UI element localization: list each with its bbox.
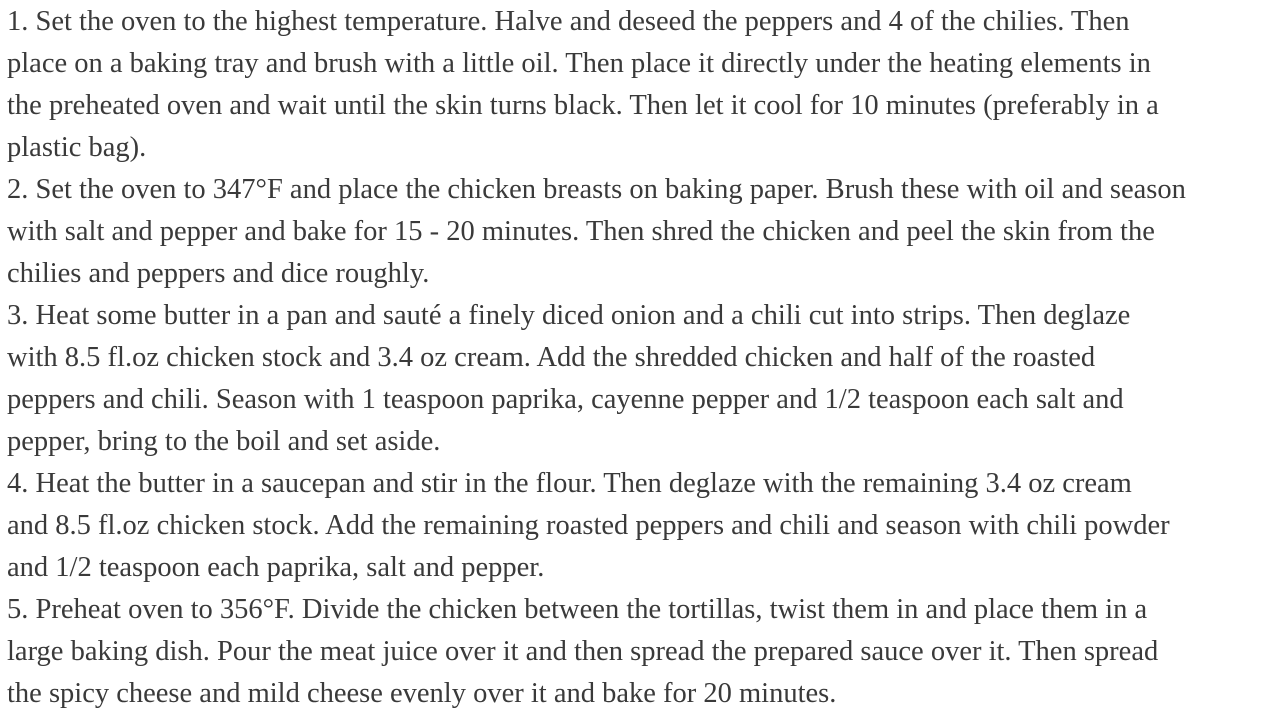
step-4-line-3: and 1/2 teaspoon each paprika, salt and pepper. xyxy=(7,552,545,583)
recipe-step-2 xyxy=(7,169,1274,295)
recipe-step-3 xyxy=(7,295,1274,463)
step-2-line-3: chilies and peppers and dice roughly. xyxy=(7,258,430,289)
step-1-line-3: the preheated oven and wait until the skin turns black. Then let it cool for 10 minutes (preferably in a xyxy=(7,90,1159,121)
step-4-line-2: and 8.5 fl.oz chicken stock. Add the remaining roasted peppers and chili and season with chili powder xyxy=(7,510,1170,541)
step-5-line-1: 5. Preheat oven to 356°F. Divide the chicken between the tortillas, twist them in and place them in a xyxy=(7,594,1148,625)
step-3-line-2: with 8.5 fl.oz chicken stock and 3.4 oz cream. Add the shredded chicken and half of the roasted xyxy=(7,342,1096,373)
step-3-line-1: 3. Heat some butter in a pan and sauté a finely diced onion and a chili cut into strips. Then deglaze xyxy=(7,300,1131,331)
step-2-line-1: 2. Set the oven to 347°F and place the chicken breasts on baking paper. Brush these with oil and season xyxy=(7,174,1186,205)
step-2-line-2: with salt and pepper and bake for 15 - 20 minutes. Then shred the chicken and peel the skin from the xyxy=(7,216,1155,247)
step-1-line-4: plastic bag). xyxy=(7,132,147,163)
step-5-line-3: the spicy cheese and mild cheese evenly over it and bake for 20 minutes. xyxy=(7,678,837,709)
step-3-line-3: peppers and chili. Season with 1 teaspoon paprika, cayenne pepper and 1/2 teaspoon each salt and xyxy=(7,384,1124,415)
step-3-line-4: pepper, bring to the boil and set aside. xyxy=(7,426,441,457)
step-1-line-2: place on a baking tray and brush with a little oil. Then place it directly under the heating elements in xyxy=(7,48,1151,79)
recipe-step-4 xyxy=(7,463,1274,589)
recipe-step-5 xyxy=(7,589,1274,715)
step-4-line-1: 4. Heat the butter in a saucepan and stir in the flour. Then deglaze with the remaining 3.4 oz cream xyxy=(7,468,1132,499)
step-1-line-1: 1. Set the oven to the highest temperature. Halve and deseed the peppers and 4 of the chilies. Then xyxy=(7,6,1130,37)
recipe-step-1 xyxy=(7,1,1274,169)
step-5-line-2: large baking dish. Pour the meat juice over it and then spread the prepared sauce over it. Then spread xyxy=(7,636,1159,667)
